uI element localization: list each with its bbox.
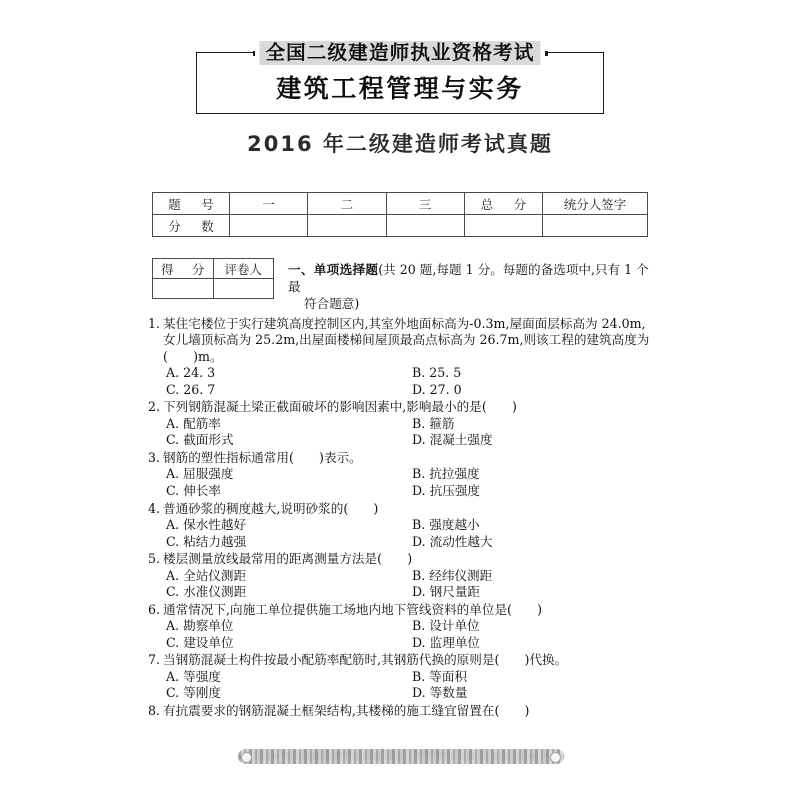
question-option[interactable]: B. 等面积 [412,668,468,684]
score-table-header-1: 一 [230,193,308,215]
question-option[interactable]: C. 伸长率 [166,483,221,498]
grader-header-score: 得 分 [153,259,214,279]
question-number: 5. [148,551,161,567]
option-row [148,669,668,686]
section-note: (共 20 题,每题 1 分。每题的备选项中,只有 1 个最 [288,262,649,294]
question-option[interactable]: B. 设计单位 [412,618,480,634]
footer-watermark-text: 2016 年二级建造师考试真题 建筑工程管理与实务 第 1 页 共 8 页 [252,751,550,762]
option-row [148,483,668,500]
score-table-header-signature: 统分人签字 [543,193,648,215]
option-row [148,584,668,601]
question-option[interactable]: B. 箍筋 [412,415,455,431]
grader-cell-score[interactable] [153,279,214,299]
question-stem-line: 下列钢筋混凝土梁正截面破坏的影响因素中,影响最小的是( ) [163,399,517,415]
question-number: 2. [148,399,161,415]
question-option[interactable]: C. 粘结力越强 [166,533,247,549]
option-row [148,466,668,483]
question-option[interactable]: D. 监理单位 [412,634,481,650]
title-border-top-right-stub [546,52,604,53]
score-table-row-label-question: 题 号 [153,193,230,215]
question-option[interactable]: A. 等强度 [166,668,221,684]
question-option[interactable]: D. 钢尺量距 [412,584,481,600]
question-option[interactable]: C. 等刚度 [166,685,221,701]
question-item [148,703,668,719]
score-table-header-2: 二 [308,193,386,215]
table-row [153,215,648,237]
score-summary-table [152,192,648,237]
question-stem-line: ( )m。 [163,348,223,364]
question-number: 6. [148,601,161,617]
question-stem [148,551,668,567]
option-row [148,568,668,585]
question-item [148,316,668,398]
score-cell-1[interactable] [230,215,308,237]
option-row [148,618,668,635]
footer-watermark-bar [238,749,564,764]
section-note-line2: 符合题意) [304,296,360,311]
question-option[interactable]: B. 25. 5 [412,365,462,381]
question-number: 1. [148,316,161,331]
question-stem [148,501,668,517]
score-table-header-total: 总 分 [464,193,542,215]
option-row [148,635,668,652]
question-option[interactable]: C. 26. 7 [166,381,216,397]
question-stem-line: 钢筋的塑性指标通常用( )表示。 [163,450,362,465]
question-option[interactable]: D. 等数量 [412,685,468,701]
question-stem [148,602,668,618]
question-option[interactable]: B. 经纬仪测距 [412,567,493,583]
question-number: 4. [148,500,161,516]
grader-box-table [152,258,274,299]
option-group [148,466,668,499]
question-stem-line: 普通砂浆的稠度越大,说明砂浆的( ) [163,500,379,516]
exam-year-heading: 2016 年二级建造师考试真题 [247,132,553,156]
question-option[interactable]: A. 全站仪测距 [166,567,247,583]
score-cell-total[interactable] [464,215,542,237]
question-number: 8. [148,702,161,718]
option-group [148,416,668,449]
grader-header-reviewer: 评卷人 [213,259,274,279]
question-number: 7. [148,652,161,668]
question-stem-line: 某住宅楼位于实行建筑高度控制区内,其室外地面标高为-0.3m,屋面面层标高为 24.0m, [163,316,646,331]
question-option[interactable]: C. 建设单位 [166,634,234,650]
question-item [148,652,668,702]
question-stem-line: 有抗震要求的钢筋混凝土框架结构,其楼梯的施工缝宜留置在( ) [163,702,530,718]
question-option[interactable]: A. 配筋率 [166,415,221,431]
question-option[interactable]: D. 流动性越大 [412,533,493,549]
question-stem [148,399,668,415]
option-group [148,618,668,651]
question-option[interactable]: C. 水准仪测距 [166,584,247,600]
exam-title-main: 全国二级建造师执业资格考试 [259,41,540,65]
question-option[interactable]: D. 27. 0 [412,381,462,397]
question-option[interactable]: B. 抗拉强度 [412,466,480,482]
section-heading [288,261,660,312]
question-stem-line: 通常情况下,向施工单位提供施工场地内地下管线资料的单位是( ) [163,601,543,617]
question-option[interactable]: A. 屈服强度 [166,466,234,482]
question-option[interactable]: D. 抗压强度 [412,483,481,498]
question-item [148,551,668,601]
section-title: 一、单项选择题 [288,262,379,277]
question-option[interactable]: D. 混凝土强度 [412,432,493,448]
question-stem [148,316,668,365]
table-row [153,279,274,299]
option-row [148,534,668,551]
question-list [148,316,668,720]
question-item [148,602,668,652]
question-option[interactable]: A. 24. 3 [166,365,216,381]
question-stem-line: 楼层测量放线最常用的距离测量方法是( ) [163,551,413,567]
exam-title-subject: 建筑工程管理与实务 [276,74,524,103]
question-number: 3. [148,450,161,465]
option-group [148,669,668,702]
question-item [148,399,668,449]
question-item [148,501,668,551]
question-item [148,450,668,500]
question-stem [148,703,668,719]
question-option[interactable]: B. 强度越小 [412,517,480,532]
question-option[interactable]: A. 勘察单位 [166,618,234,634]
question-stem-line: 女儿墙顶标高为 25.2m,出屋面楼梯间屋顶最高点标高为 26.7m,则该工程的建筑高度为 [163,332,650,348]
question-stem [148,652,668,668]
question-option[interactable]: C. 截面形式 [166,432,234,448]
score-table-header-3: 三 [386,193,464,215]
option-row [148,517,668,534]
exam-title-block [196,41,604,114]
table-row [153,259,274,279]
option-row [148,365,668,382]
option-group [148,365,668,398]
option-row [148,685,668,702]
question-option[interactable]: A. 保水性越好 [166,517,247,532]
option-group [148,568,668,601]
question-stem-line: 当钢筋混凝土构件按最小配筋率配筋时,其钢筋代换的原则是( )代换。 [163,652,568,668]
score-cell-signature[interactable] [543,215,648,237]
grader-cell-reviewer[interactable] [213,279,274,299]
option-group [148,517,668,550]
option-row [148,382,668,399]
option-row [148,432,668,449]
question-stem [148,450,668,466]
score-cell-2[interactable] [308,215,386,237]
table-row [153,193,648,215]
score-table-row-label-score: 分 数 [153,215,230,237]
score-cell-3[interactable] [386,215,464,237]
title-border-top-left-stub [196,52,254,53]
option-row [148,416,668,433]
